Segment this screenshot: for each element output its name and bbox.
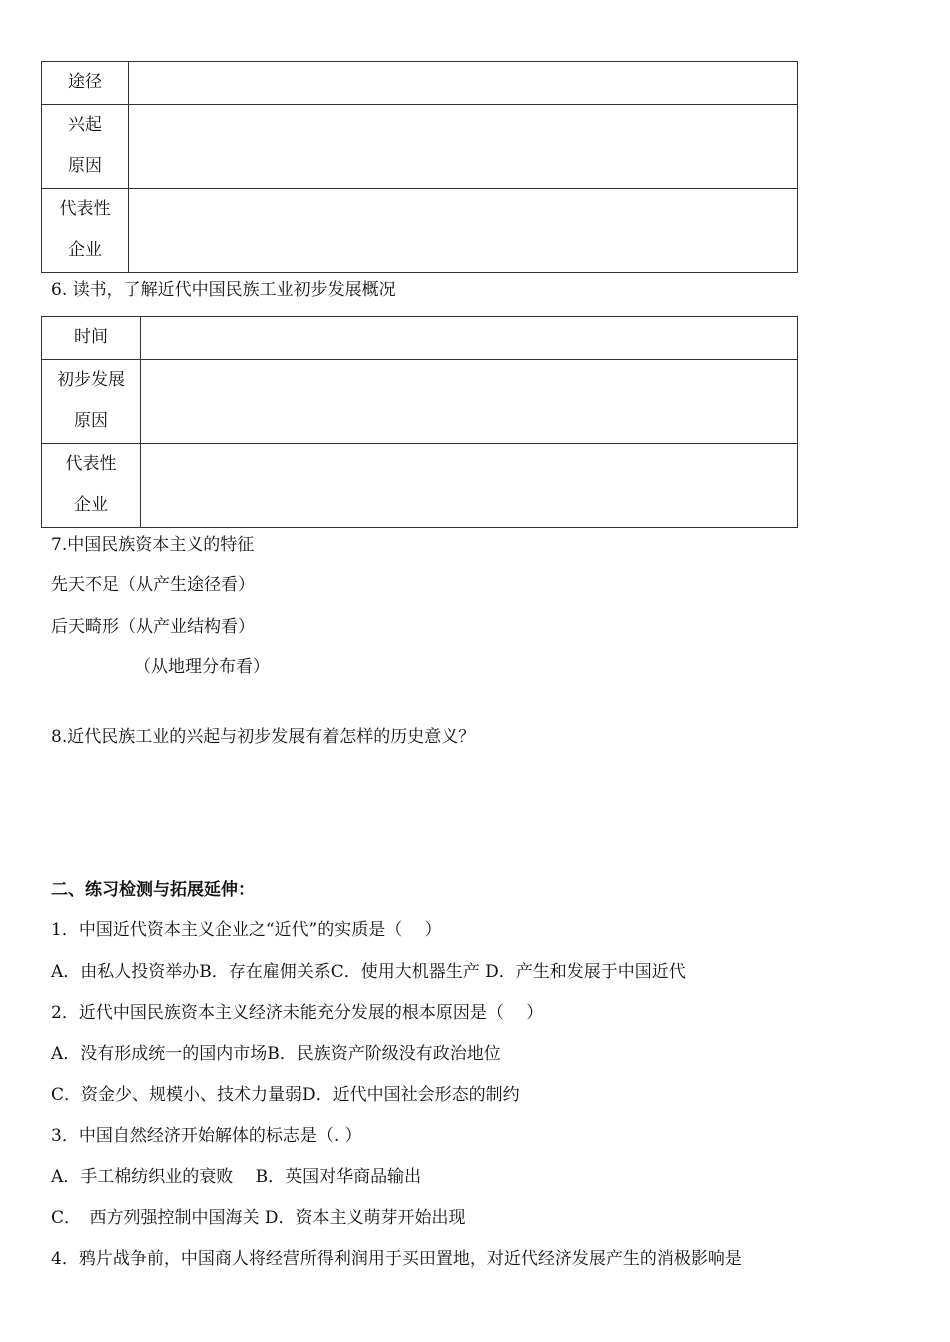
question-7-line: 后天畸形（从产业结构看） bbox=[51, 617, 255, 637]
table-row bbox=[42, 105, 798, 189]
answer-cell[interactable] bbox=[129, 62, 798, 105]
question-7-line: （从地理分布看） bbox=[134, 657, 270, 677]
mcq-4: 4．鸦片战争前，中国商人将经营所得利润用于买田置地，对近代经济发展产生的消极影响是 bbox=[51, 1249, 742, 1269]
row-label: 时间 bbox=[42, 317, 141, 360]
mcq-2: 2．近代中国民族资本主义经济未能充分发展的根本原因是（ ） bbox=[51, 1003, 544, 1023]
mcq-3-options: A．手工棉纺织业的衰败 B．英国对华商品输出 bbox=[51, 1167, 422, 1187]
mcq-3-options: C． 西方列强控制中国海关 D．资本主义萌芽开始出现 bbox=[51, 1208, 466, 1228]
mcq-1-options: A．由私人投资举办B．存在雇佣关系C．使用大机器生产 D．产生和发展于中国近代 bbox=[51, 962, 686, 982]
question-7-title: 7.中国民族资本主义的特征 bbox=[51, 535, 255, 555]
mcq-3: 3．中国自然经济开始解体的标志是（. ） bbox=[51, 1126, 362, 1146]
origin-table bbox=[41, 61, 798, 273]
table-row bbox=[42, 62, 798, 105]
section-2-title: 二、练习检测与拓展延伸： bbox=[51, 880, 255, 900]
row-label: 途径 bbox=[42, 62, 129, 105]
mcq-1: 1．中国近代资本主义企业之“近代”的实质是（ ） bbox=[51, 920, 442, 940]
row-label: 代表性 企业 bbox=[42, 444, 141, 528]
row-label: 兴起 原因 bbox=[42, 105, 129, 189]
table-row bbox=[42, 189, 798, 273]
answer-cell[interactable] bbox=[129, 189, 798, 273]
row-label: 初步发展 原因 bbox=[42, 360, 141, 444]
mcq-2-options: A．没有形成统一的国内市场B．民族资产阶级没有政治地位 bbox=[51, 1044, 501, 1064]
question-8: 8.近代民族工业的兴起与初步发展有着怎样的历史意义？ bbox=[51, 727, 476, 747]
question-7-line: 先天不足（从产生途径看） bbox=[51, 575, 255, 595]
answer-cell[interactable] bbox=[129, 105, 798, 189]
table-row bbox=[42, 317, 798, 360]
question-6-title: 6. 读书，了解近代中国民族工业初步发展概况 bbox=[51, 280, 396, 300]
mcq-2-options: C．资金少、规模小、技术力量弱D．近代中国社会形态的制约 bbox=[51, 1085, 520, 1105]
development-table bbox=[41, 316, 798, 528]
answer-cell[interactable] bbox=[141, 360, 798, 444]
answer-cell[interactable] bbox=[141, 317, 798, 360]
table-row bbox=[42, 444, 798, 528]
table-row bbox=[42, 360, 798, 444]
row-label: 代表性 企业 bbox=[42, 189, 129, 273]
answer-cell[interactable] bbox=[141, 444, 798, 528]
